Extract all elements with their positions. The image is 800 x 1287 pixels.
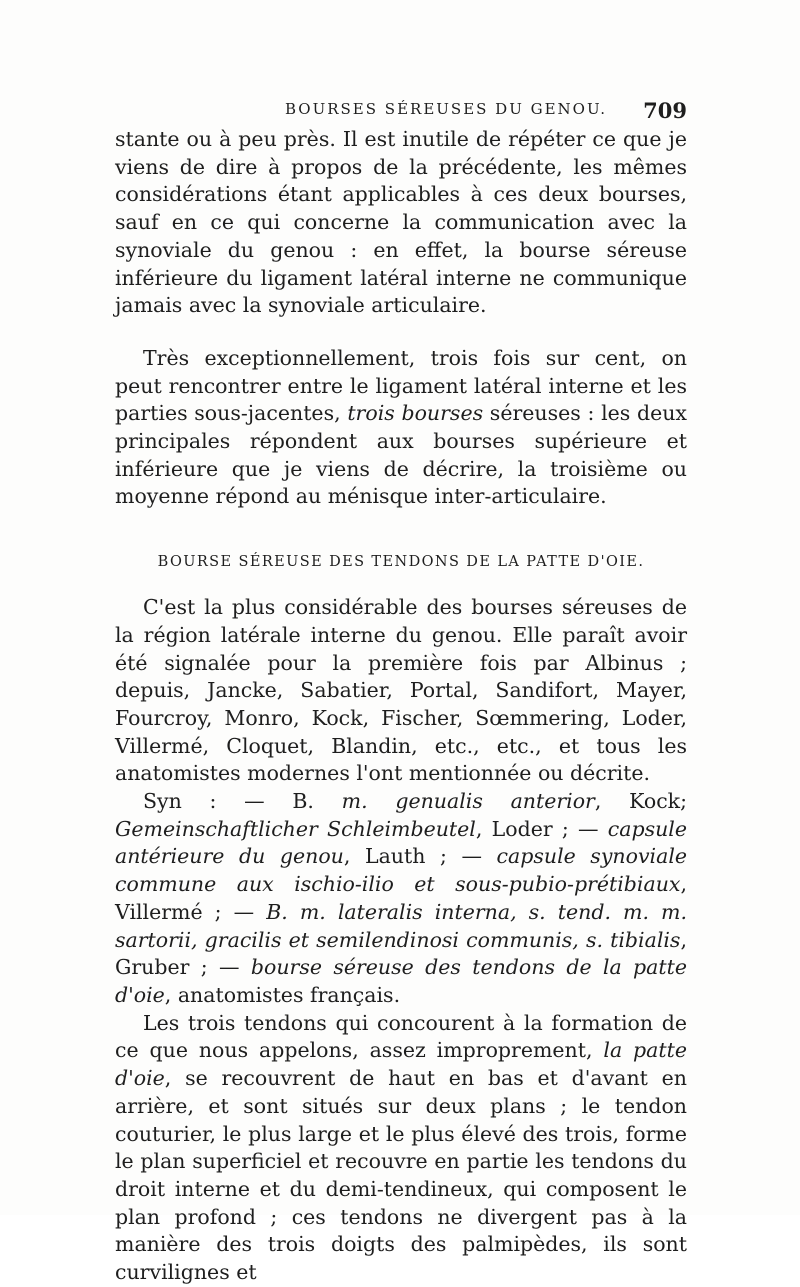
synonymy-text: , Lauth ; — bbox=[343, 844, 497, 869]
synonymy-paragraph bbox=[115, 788, 687, 1010]
synonym-term: B. m. lateralis interna, s. tend. m. m. sartorii, gracilis et semilendinosi communis, s. tibialis bbox=[115, 899, 687, 952]
paragraph-tendons bbox=[115, 1010, 687, 1287]
body-text bbox=[115, 126, 687, 1287]
synonymy-text: , anatomistes français. bbox=[164, 982, 401, 1007]
synonym-term: capsule synoviale commune aux ischio-ilio et sous-pubio-prétibiaux bbox=[115, 844, 688, 897]
synonymy-text: , Loder ; — bbox=[475, 816, 608, 841]
paragraph-description: C'est la plus considérable des bourses séreuses de la région latérale interne du genou. Elle paraît avoir été signalée pour la première fois par Albinus ; depuis, Jancke, Sabatier, Portal, Sandifort, Mayer, Fourcroy, Monro, Kock, Fischer, Sœmmering, Loder, Villermé, Cloquet, Blandin, etc., etc., et tous les anatomistes modernes l'ont mentionnée ou décrite. bbox=[115, 595, 687, 786]
italic-term: trois bourses bbox=[347, 401, 484, 426]
synonymy-text: , Villermé ; — bbox=[115, 872, 687, 924]
paragraph-text: , se recouvrent de haut en bas et d'avant en arrière, et sont situés sur deux plans ; le tendon couturier, le plus large et le plus élevé des trois, forme le plan superficiel et recouvre en partie les tendons du droit interne et du demi-tendineux, qui composent le plan profond ; ces tendons ne divergent pas à la manière des trois doigts des palmipèdes, ils sont curvilignes et bbox=[115, 1066, 687, 1285]
synonymy-text: , Gruber ; — bbox=[115, 927, 687, 980]
synonym-term: m. genualis anterior bbox=[341, 789, 595, 814]
paragraph-text: séreuses : les deux principales répondent aux bourses supérieure et inférieure que je viens de décrire, la troisième ou moyenne répond au ménisque inter-articulaire. bbox=[115, 401, 687, 509]
synonym-term: bourse séreuse des tendons de la patte d'oie bbox=[115, 955, 688, 1007]
running-title: BOURSES SÉREUSES DU GENOU. bbox=[285, 100, 608, 118]
synonymy-text: Syn : — B. bbox=[143, 789, 342, 814]
section-heading: BOURSE SÉREUSE DES TENDONS DE LA PATTE D'OIE. bbox=[157, 554, 645, 571]
page-number: 709 bbox=[643, 98, 687, 123]
running-header bbox=[115, 100, 687, 126]
synonym-term: Gemeinschaftlicher Schleimbeutel bbox=[115, 816, 476, 841]
synonym-term: capsule antérieure du genou bbox=[115, 816, 687, 869]
paragraph-text: Les trois tendons qui concourent à la formation de ce que nous appelons, assez improprement, bbox=[115, 1010, 687, 1063]
synonymy-text: , Kock; bbox=[594, 789, 688, 814]
paragraph-three-bursae bbox=[115, 345, 687, 511]
italic-term: la patte d'oie bbox=[115, 1038, 687, 1091]
paragraph-text: Très exceptionnellement, trois fois sur cent, on peut rencontrer entre le ligament latéral interne et les parties sous-jacentes, bbox=[115, 345, 687, 426]
paragraph-continuation: stante ou à peu près. Il est inutile de répéter ce que je viens de dire à propos de la précédente, les mêmes considérations étant applicables à ces deux bourses, sauf en ce qui concerne la communication avec la synoviale du genou : en effet, la bourse séreuse inférieure du ligament latéral interne ne communique jamais avec la synoviale articulaire. bbox=[115, 127, 687, 318]
